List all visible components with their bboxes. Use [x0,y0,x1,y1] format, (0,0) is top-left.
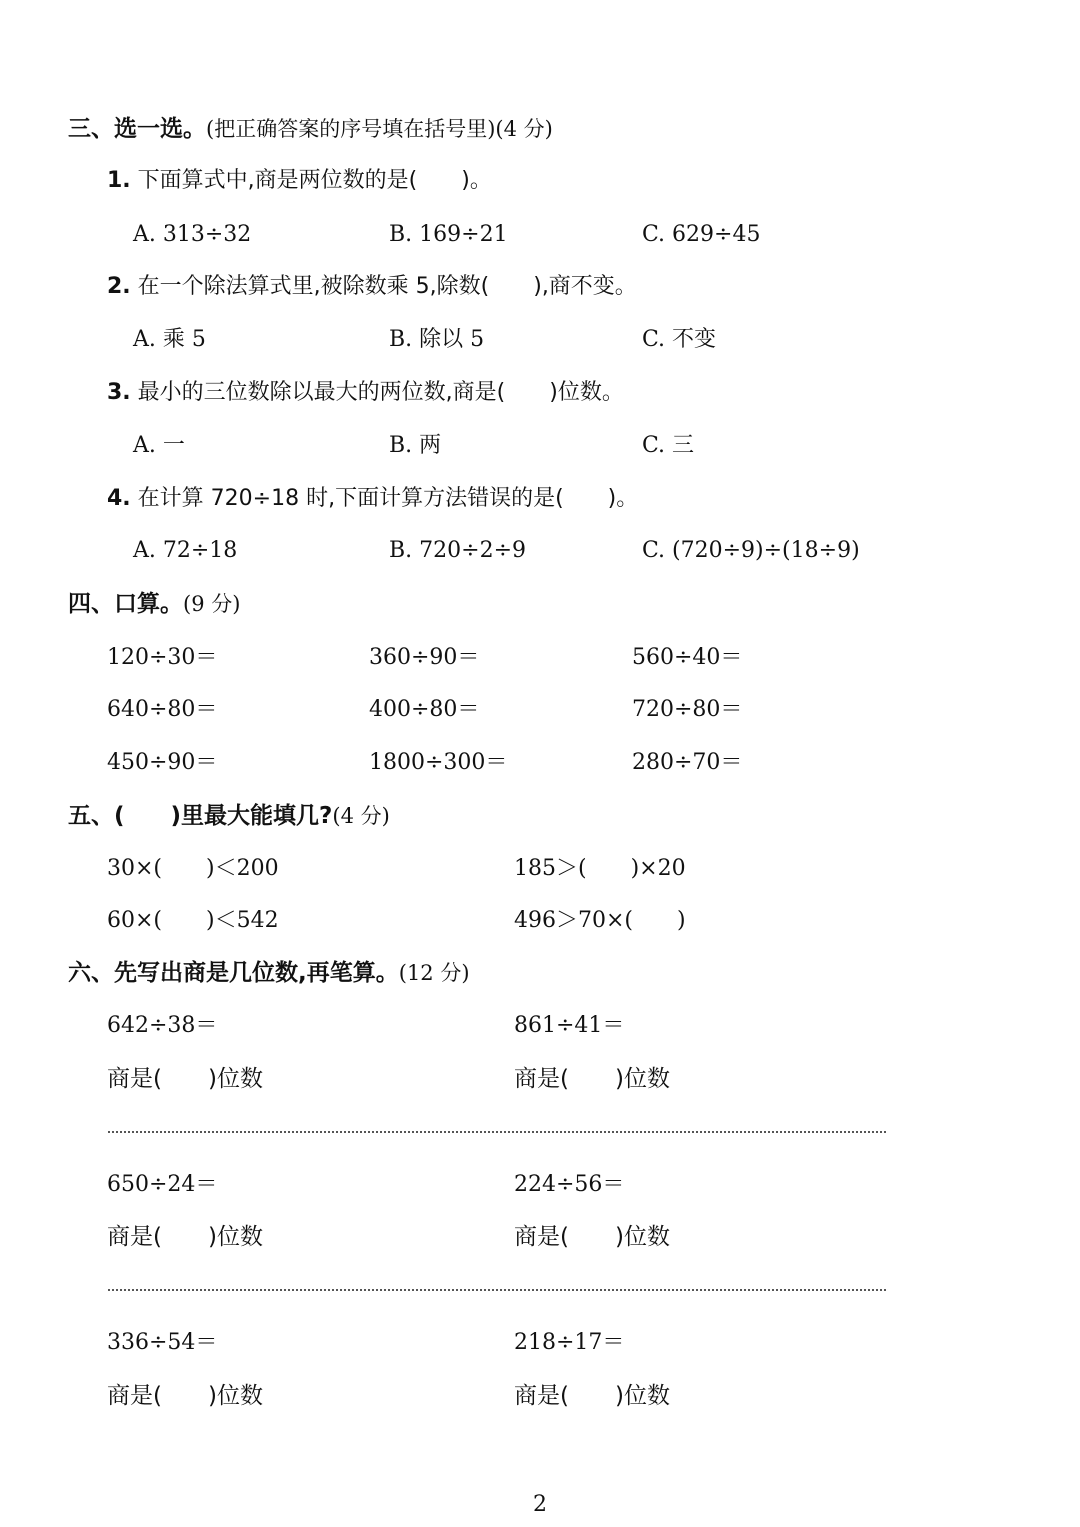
section-6-heading [68,958,470,988]
section-4-note: (9 分) [183,592,241,616]
option-3b: B. 两 [389,433,442,458]
section-4-heading [68,589,240,619]
option-4b: B. 720÷2÷9 [389,538,527,563]
question-text: 最小的三位数除以最大的两位数,商是( )位数。 [137,380,624,405]
oral-calc-item: 360÷90＝ [369,645,480,670]
option-2b: B. 除以 5 [389,327,485,352]
fill-in-item: 496＞70×( ) [514,908,686,933]
question-text: 在一个除法算式里,被除数乘 5,除数( ),商不变。 [137,274,637,299]
section-3-title: 三、选一选。 [68,116,206,142]
quotient-digits-label: 商是( )位数 [514,1383,670,1409]
section-5-heading [68,801,390,831]
dotted-divider [108,1131,886,1133]
quotient-digits-label: 商是( )位数 [107,1066,263,1092]
division-problem: 218÷17＝ [514,1330,625,1355]
oral-calc-item: 720÷80＝ [632,697,743,722]
question-text: 下面算式中,商是两位数的是( )。 [137,168,492,193]
section-6-title: 六、先写出商是几位数,再笔算。 [68,960,399,986]
question-number: 4. [107,486,131,511]
division-problem: 224÷56＝ [514,1172,625,1197]
section-6-note: (12 分) [398,961,470,985]
question-number: 3. [107,380,131,405]
division-problem: 336÷54＝ [107,1330,218,1355]
question-number: 2. [107,274,131,299]
section-5-title: 五、( )里最大能填几? [68,803,333,829]
option-2c: C. 不变 [642,327,717,352]
question-2 [107,272,637,302]
oral-calc-item: 560÷40＝ [632,645,743,670]
section-5-note: (4 分) [332,804,390,828]
question-number: 1. [107,168,131,193]
quotient-digits-label: 商是( )位数 [514,1224,670,1250]
question-3 [107,378,624,408]
oral-calc-item: 640÷80＝ [107,697,218,722]
option-1a: A. 313÷32 [133,222,252,247]
page-number: 2 [533,1492,547,1517]
oral-calc-item: 450÷90＝ [107,750,218,775]
division-problem: 642÷38＝ [107,1013,218,1038]
option-1b: B. 169÷21 [389,222,508,247]
option-4a: A. 72÷18 [133,538,238,563]
oral-calc-item: 280÷70＝ [632,750,743,775]
section-3-heading [68,114,553,144]
option-4c: C. (720÷9)÷(18÷9) [642,538,860,563]
division-problem: 650÷24＝ [107,1172,218,1197]
oral-calc-item: 120÷30＝ [107,645,218,670]
fill-in-item: 185＞( )×20 [514,856,686,881]
quotient-digits-label: 商是( )位数 [107,1224,263,1250]
option-3a: A. 一 [133,433,185,458]
question-1 [107,166,492,196]
division-problem: 861÷41＝ [514,1013,625,1038]
oral-calc-item: 400÷80＝ [369,697,480,722]
quotient-digits-label: 商是( )位数 [107,1383,263,1409]
fill-in-item: 60×( )＜542 [107,908,279,933]
quotient-digits-label: 商是( )位数 [514,1066,670,1092]
option-3c: C. 三 [642,433,695,458]
option-1c: C. 629÷45 [642,222,761,247]
section-4-title: 四、口算。 [68,591,183,617]
section-3-note: (把正确答案的序号填在括号里)(4 分) [206,117,553,141]
dotted-divider [108,1289,886,1291]
question-text: 在计算 720÷18 时,下面计算方法错误的是( )。 [137,486,639,511]
oral-calc-item: 1800÷300＝ [369,750,508,775]
question-4 [107,484,638,514]
option-2a: A. 乘 5 [133,327,206,352]
fill-in-item: 30×( )＜200 [107,856,279,881]
